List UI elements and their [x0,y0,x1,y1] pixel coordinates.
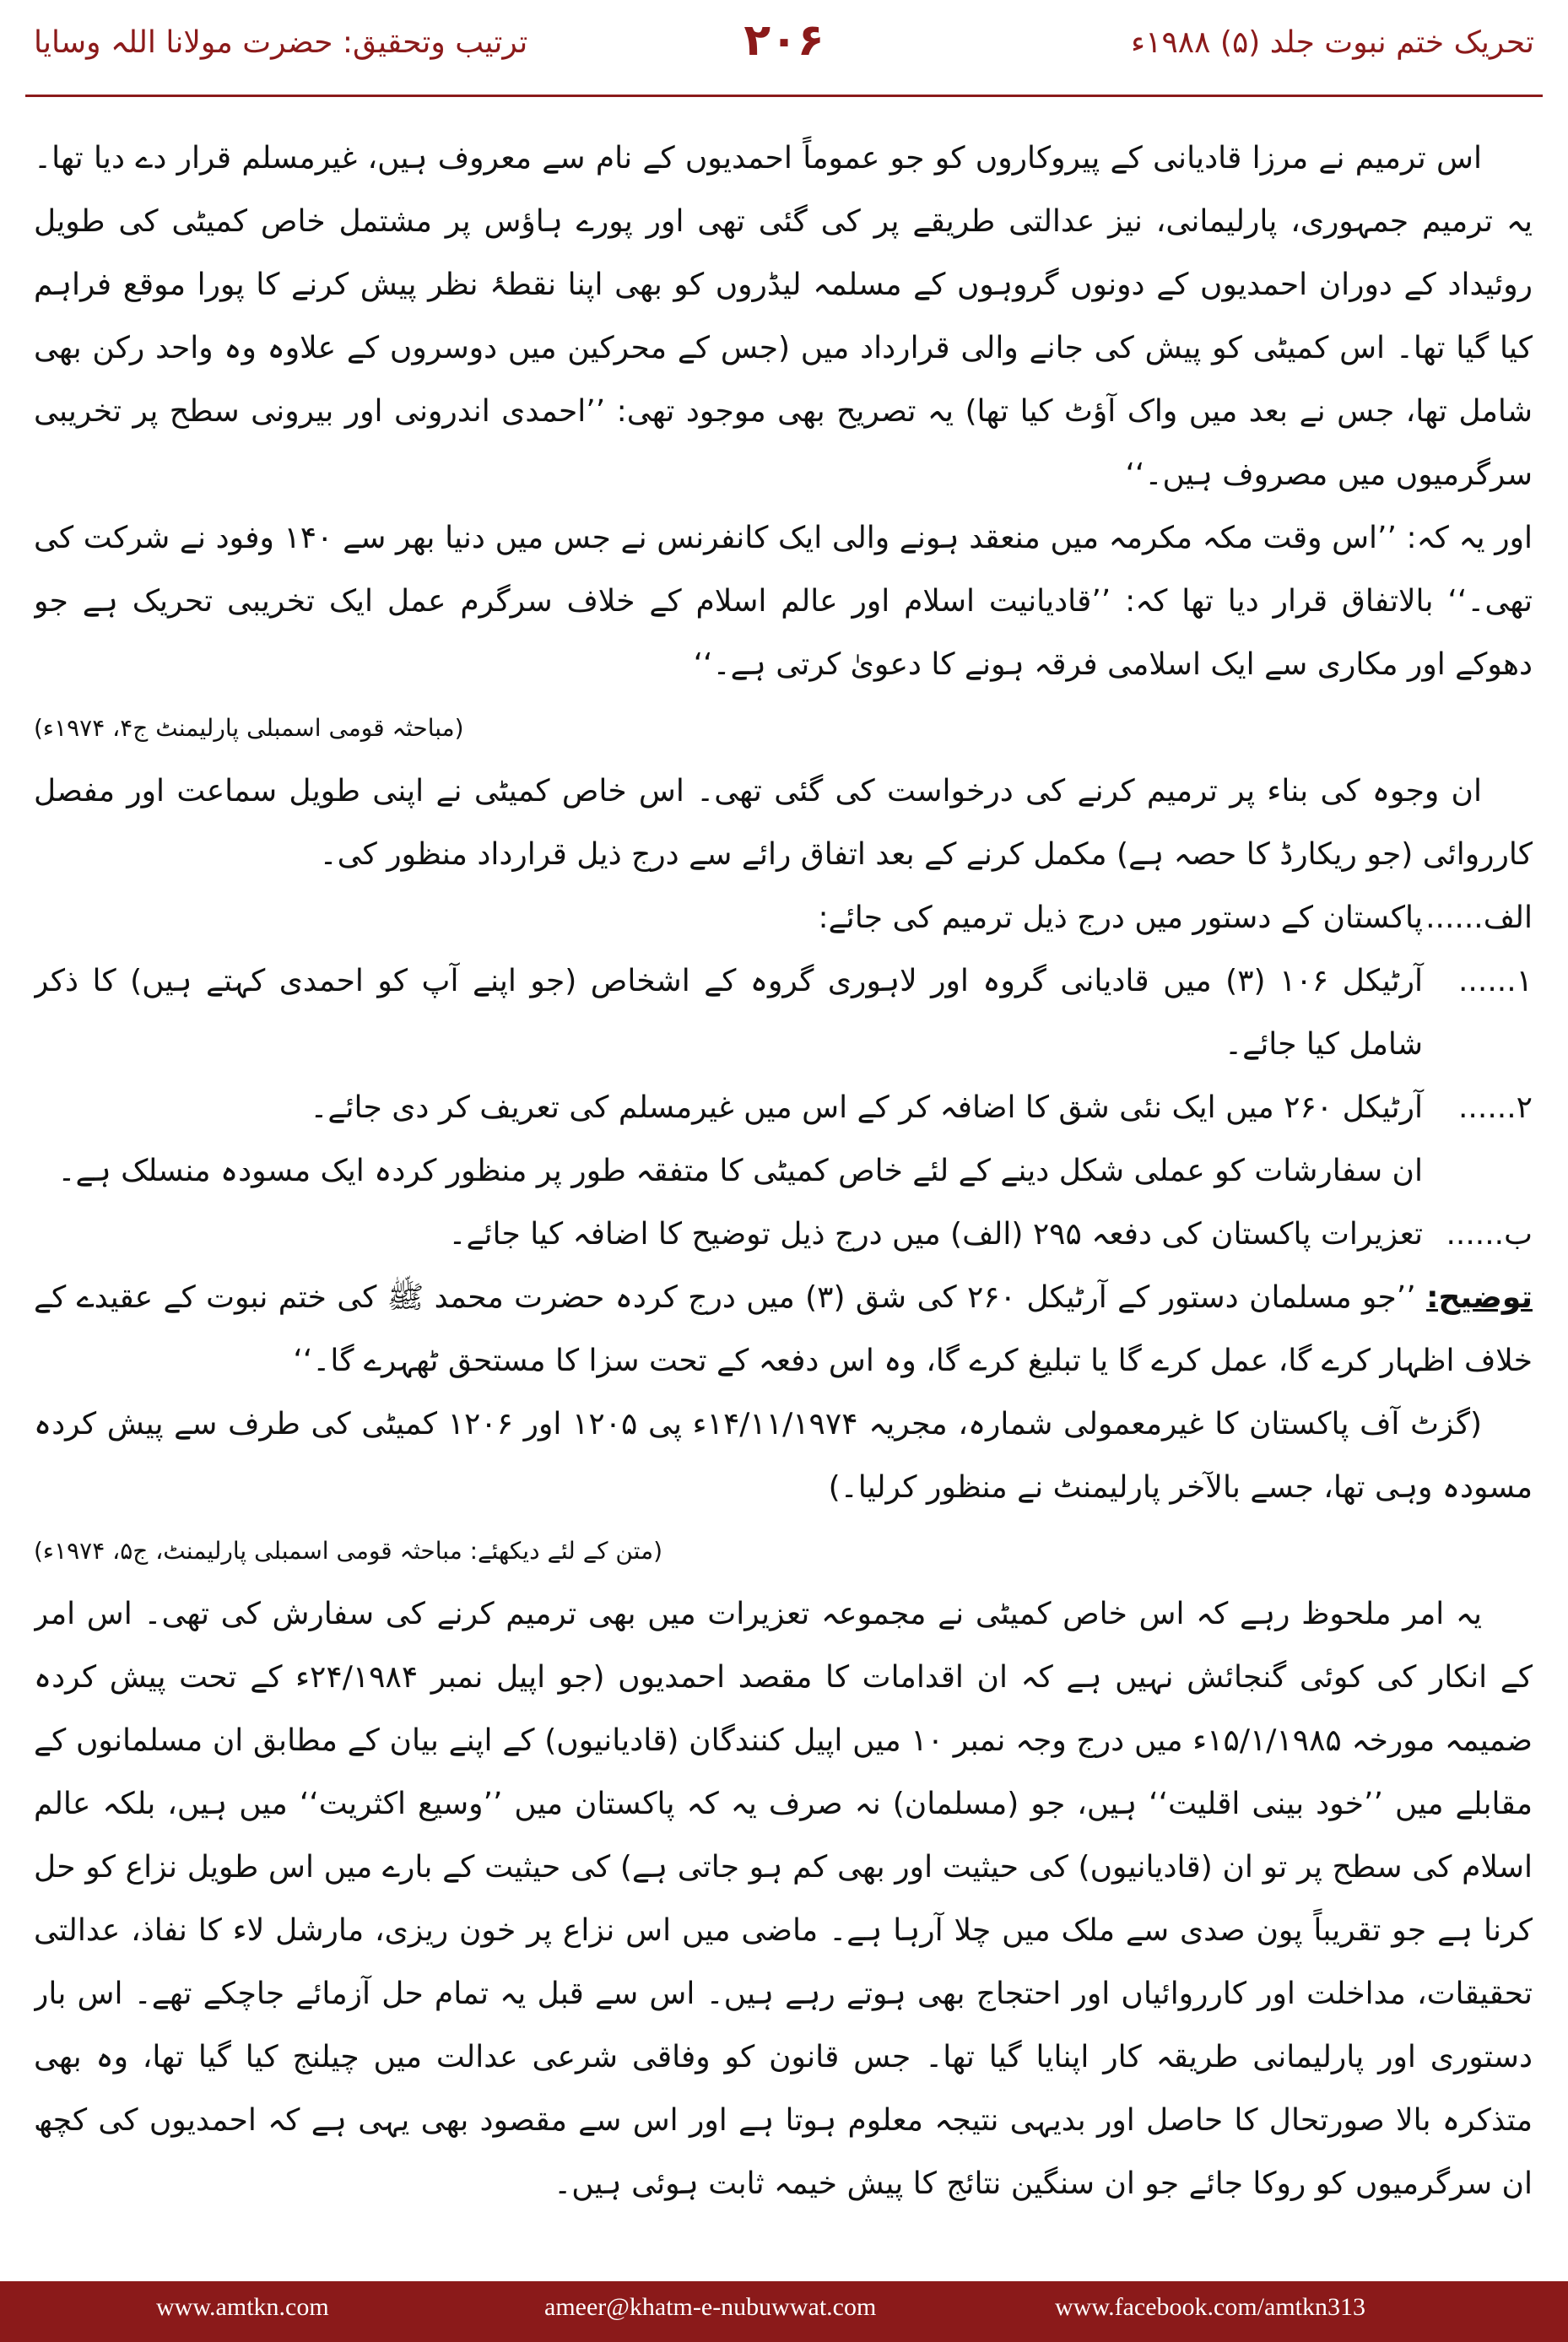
explanation-text: ’’جو مسلمان دستور کے آرٹیکل ۲۶۰ کی شق (۳) میں درج کردہ حضرت محمد ﷺ کی ختم نبوت کے عقیدے کے خلاف اظہار کرے گا، عمل کرے گا یا تبلیغ کرے گا، وہ اس دفعہ کے تحت سزا کا مستحق ٹھہرے گا۔‘‘ [34,1280,1533,1378]
paragraph-makkah-conference: اور یہ کہ: ’’اس وقت مکہ مکرمہ میں منعقد ہونے والی ایک کانفرنس نے جس میں دنیا بھر سے ۱۴۰ وفود نے شرکت کی تھی۔‘‘ بالاتفاق قرار دیا تھا کہ: ’’قادیانیت اسلام اور عالم اسلام کے خلاف سرگرم عمل ایک تخریبی تحریک ہے جو دھوکے اور مکاری سے ایک اسلامی فرقہ ہونے کا دعویٰ کرتی ہے۔‘‘ [34,521,1533,682]
explanation-label: توضیح: [1426,1280,1533,1315]
compiler-credit: ترتیب وتحقیق: حضرت مولانا اللہ وسایا [34,25,528,60]
header-divider [25,95,1543,97]
list-item-alif [34,886,1533,949]
website-link[interactable]: www.amtkn.com [156,2293,329,2321]
list-marker: ۱...... [1457,964,1533,998]
facebook-link[interactable]: www.facebook.com/amtkn313 [1055,2293,1365,2321]
paragraph-committee-resolution: ان وجوہ کی بناء پر ترمیم کرنے کی درخواست کی گئی تھی۔ اس خاص کمیٹی نے اپنی طویل سماعت اور مفصل کارروائی (جو ریکارڈ کا حصہ ہے) مکمل کرنے کے بعد اتفاق رائے سے درج ذیل قرارداد منظور کی۔ [34,774,1533,872]
email-link[interactable]: ameer@khatm-e-nubuwwat.com [544,2293,877,2321]
paragraph-purpose: یہ امر ملحوظ رہے کہ اس خاص کمیٹی نے مجموعہ تعزیرات میں بھی ترمیم کرنے کی سفارش کی تھی۔ اس امر کے انکار کی کوئی گنجائش نہیں ہے کہ ان اقدامات کا مقصد احمدیوں (جو اپیل نمبر ۲۴/۱۹۸۴ء کے تحت پیش کردہ ضمیمہ مورخہ ۱۵/۱/۱۹۸۵ء میں درج وجہ نمبر ۱۰ میں اپیل کنندگان (قادیانیوں) کے اپنے بیان کے مطابق ان مسلمانوں کے مقابلے میں ’’خود بینی اقلیت‘‘ ہیں، جو (مسلمان) نہ صرف یہ کہ پاکستان میں ’’وسیع اکثریت‘‘ میں ہیں، بلکہ عالم اسلام کی سطح پر تو ان (قادیانیوں) کی حیثیت اور بھی کم ہو جاتی ہے) کی حیثیت کے بارے میں اس طویل نزاع کو حل کرنا ہے جو تقریباً پون صدی سے ملک میں چلا آرہا ہے۔ ماضی میں اس نزاع پر خون ریزی، مارشل لاء کا نفاذ، عدالتی تحقیقات، مداخلت اور کارروائیاں اور احتجاج بھی ہوتے رہے ہیں۔ اس سے قبل یہ تمام حل آزمائے جاچکے تھے۔ اس بار دستوری اور پارلیمانی طریقہ کار اپنایا گیا تھا۔ جس قانون کو وفاقی شرعی عدالت میں چیلنج کیا گیا تھا، وہ بھی متذکرہ بالا صورتحال کا حاصل اور بدیہی نتیجہ معلوم ہوتا ہے اور اس سے مقصود بھی یہی ہے کہ احمدیوں کی کچھ ان سرگرمیوں کو روکا جائے جو ان سنگین نتائج کا پیش خیمہ ثابت ہوئی ہیں۔ [34,1597,1533,2201]
list-item-2-note [34,1139,1533,1203]
citation-assembly-debate: (مباحثہ قومی اسمبلی پارلیمنٹ ج۴، ۱۹۷۴ء) [34,714,464,742]
page-body [34,127,1533,2211]
list-text: آرٹیکل ۱۰۶ (۳) میں قادیانی گروہ اور لاہوری گروہ کے اشخاص (جو اپنے آپ کو احمدی کہتے ہیں) کا ذکر شامل کیا جائے۔ [34,964,1423,1062]
list-text: تعزیرات پاکستان کی دفعہ ۲۹۵ (الف) میں درج ذیل توضیح کا اضافہ کیا جائے۔ [448,1217,1423,1252]
paragraph-amendment: اس ترمیم نے مرزا قادیانی کے پیروکاروں کو جو عموماً احمدیوں کے نام سے معروف ہیں، غیرمسلم قرار دے دیا تھا۔ یہ ترمیم جمہوری، پارلیمانی، نیز عدالتی طریقے پر کی گئی تھی اور پورے ہاؤس پر مشتمل خاص کمیٹی کی طویل روئیداد کے دوران احمدیوں کے دونوں گروہوں کے مسلمہ لیڈروں کو بھی اپنا نقطۂ نظر پیش کرنے کا پورا موقع فراہم کیا گیا تھا۔ اس کمیٹی کو پیش کی جانے والی قرارداد میں (جس کے محرکین میں دوسروں کے علاوہ وہ واحد رکن بھی شامل تھا، جس نے بعد میں واک آؤٹ کیا تھا) یہ تصریح بھی موجود تھی: ’’احمدی اندرونی اور بیرونی سطح پر تخریبی سرگرمیوں میں مصروف ہیں۔‘‘ [34,141,1533,492]
list-marker: ب...... [1446,1217,1533,1252]
paragraph-explanation [34,1266,1533,1393]
list-marker: ۲...... [1457,1090,1533,1125]
list-item-be [34,1203,1533,1266]
book-title: تحریک ختم نبوت جلد (۵) ۱۹۸۸ء [1131,25,1534,60]
page-footer [0,2281,1568,2342]
list-marker: الف...... [1425,901,1533,935]
page-header [0,0,1568,100]
citation-text-reference: (متن کے لئے دیکھئے: مباحثہ قومی اسمبلی پارلیمنٹ، ج۵، ۱۹۷۴ء) [34,1537,663,1565]
list-text: ان سفارشات کو عملی شکل دینے کے لئے خاص کمیٹی کا متفقہ طور پر منظور کردہ ایک مسودہ منسلک ہے۔ [57,1154,1423,1188]
page-number: ۲۰۶ [743,15,825,66]
paragraph-gazette: (گزٹ آف پاکستان کا غیرمعمولی شمارہ، مجریہ ۱۴/۱۱/۱۹۷۴ء پی ۱۲۰۵ اور ۱۲۰۶ کمیٹی کی طرف سے پیش کردہ مسودہ وہی تھا، جسے بالآخر پارلیمنٹ نے منظور کرلیا۔) [34,1407,1533,1505]
list-item-2 [34,1076,1533,1139]
list-text: پاکستان کے دستور میں درج ذیل ترمیم کی جائے: [818,901,1423,935]
list-text: آرٹیکل ۲۶۰ میں ایک نئی شق کا اضافہ کر کے اس میں غیرمسلم کی تعریف کر دی جائے۔ [310,1090,1423,1125]
citation-row-1 [34,696,1533,760]
list-item-1 [34,949,1533,1076]
citation-row-2 [34,1519,1533,1582]
